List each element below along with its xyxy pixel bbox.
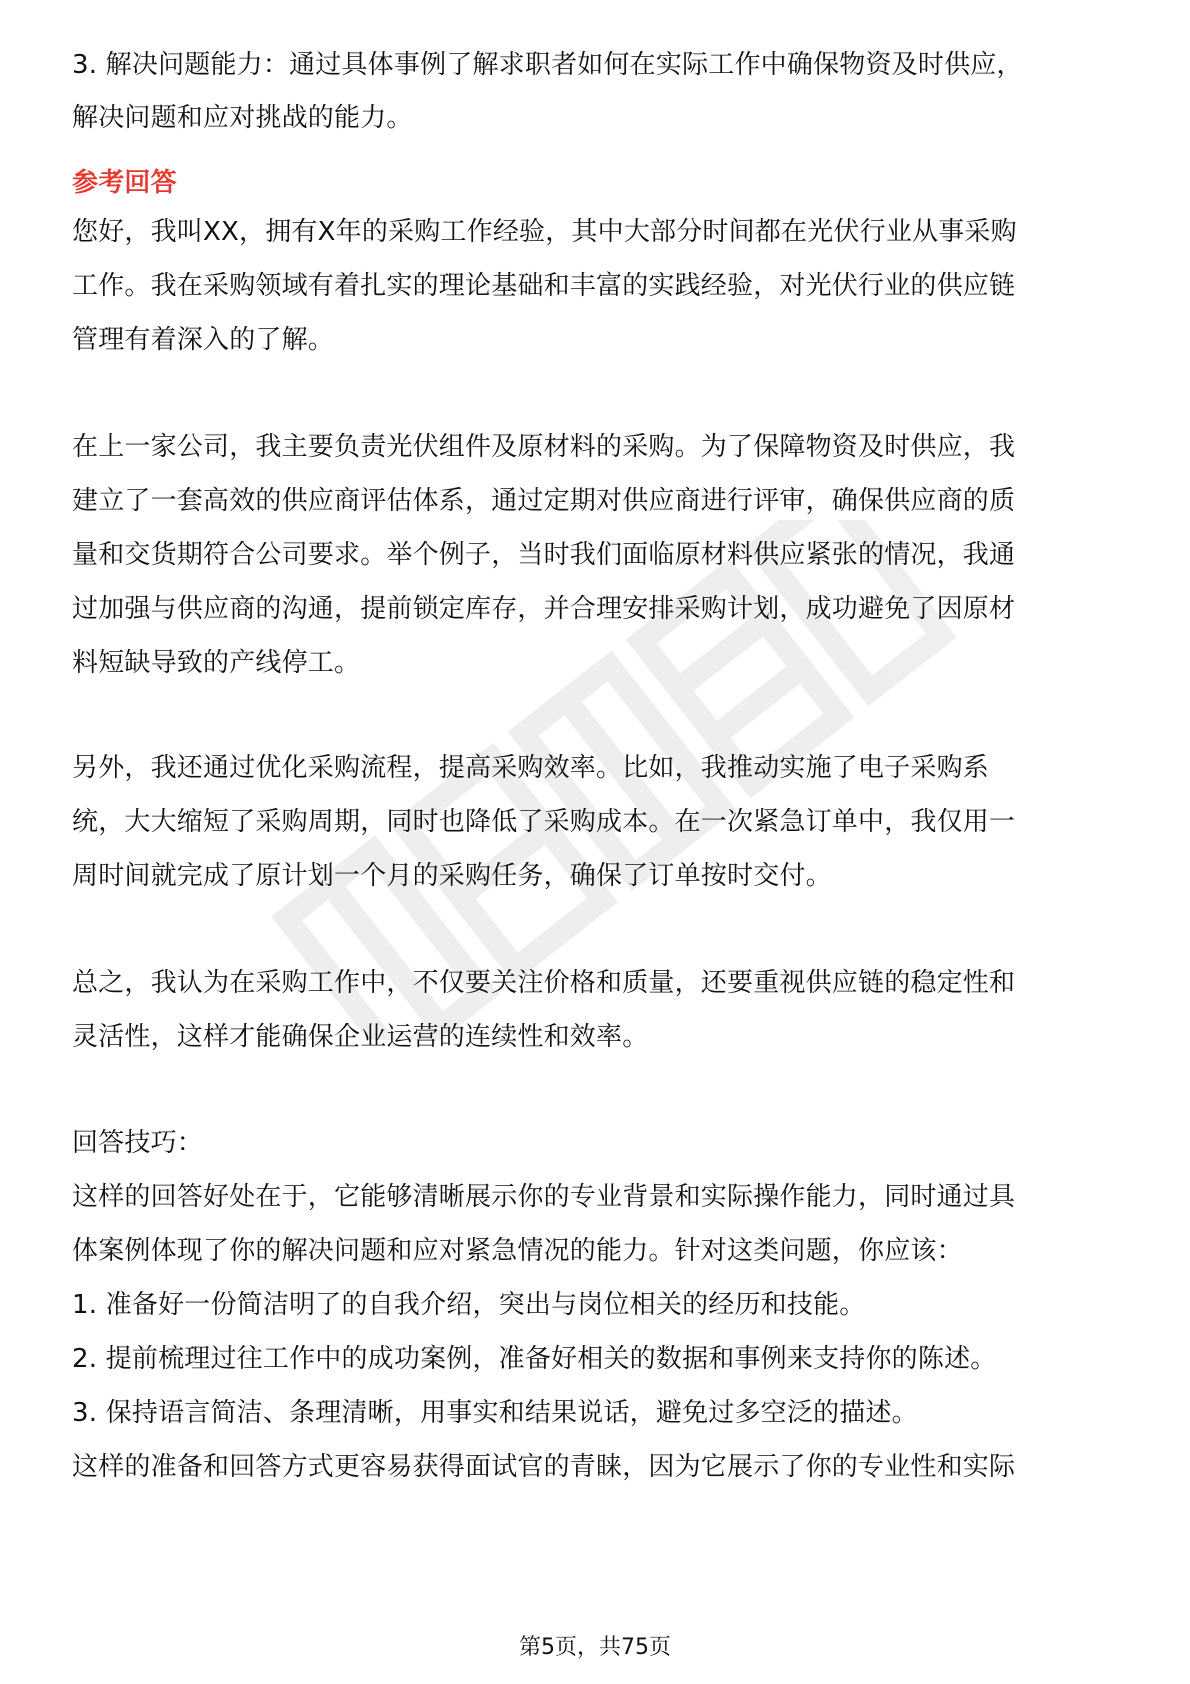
tips-line: 这样的回答好处在于，它能够清晰展示你的专业背景和实际操作能力，同时通过具 [72, 1182, 1016, 1212]
answer-paragraph-line: 总之，我认为在采购工作中，不仅要关注价格和质量，还要重视供应链的稳定性和 [72, 968, 1016, 998]
tips-line: 1. 准备好一份简洁明了的自我介绍，突出与岗位相关的经历和技能。 [72, 1290, 866, 1320]
answer-paragraph-line: 料短缺导致的产线停工。 [72, 648, 361, 678]
answer-paragraph-line: 统，大大缩短了采购周期，同时也降低了采购成本。在一次紧急订单中，我仅用一 [72, 807, 1016, 837]
question-item-line: 解决问题和应对挑战的能力。 [72, 103, 413, 133]
tips-line: 3. 保持语言简洁、条理清晰，用事实和结果说话，避免过多空泛的描述。 [72, 1398, 918, 1428]
question-item-line: 3. 解决问题能力：通过具体事例了解求职者如何在实际工作中确保物资及时供应， [72, 50, 1023, 80]
answer-paragraph-line: 在上一家公司，我主要负责光伏组件及原材料的采购。为了保障物资及时供应，我 [72, 432, 1016, 462]
reference-answer-heading: 参考回答 [72, 168, 177, 198]
answer-paragraph-line: 建立了一套高效的供应商评估体系，通过定期对供应商进行评审，确保供应商的质 [72, 486, 1016, 516]
answer-paragraph-line: 周时间就完成了原计划一个月的采购任务，确保了订单按时交付。 [72, 861, 832, 891]
answer-paragraph-line: 过加强与供应商的沟通，提前锁定库存，并合理安排采购计划，成功避免了因原材 [72, 594, 1016, 624]
answer-paragraph-line: 灵活性，这样才能确保企业运营的连续性和效率。 [72, 1022, 649, 1052]
tips-heading: 回答技巧： [72, 1128, 204, 1158]
answer-paragraph-line: 管理有着深入的了解。 [72, 325, 335, 355]
answer-paragraph-line: 工作。我在采购领域有着扎实的理论基础和丰富的实践经验，对光伏行业的供应链 [72, 271, 1016, 301]
answer-paragraph-line: 您好，我叫XX，拥有X年的采购工作经验，其中大部分时间都在光伏行业从事采购 [72, 217, 1017, 247]
answer-paragraph-line: 量和交货期符合公司要求。举个例子，当时我们面临原材料供应紧张的情况，我通 [72, 540, 1016, 570]
tips-line: 2. 提前梳理过往工作中的成功案例，准备好相关的数据和事例来支持你的陈述。 [72, 1344, 997, 1374]
tips-line: 这样的准备和回答方式更容易获得面试官的青睐，因为它展示了你的专业性和实际 [72, 1452, 1016, 1482]
tips-line: 体案例体现了你的解决问题和应对紧急情况的能力。针对这类问题，你应该： [72, 1236, 963, 1266]
answer-paragraph-line: 另外，我还通过优化采购流程，提高采购效率。比如，我推动实施了电子采购系 [72, 753, 990, 783]
page-number: 第5页，共75页 [519, 1635, 671, 1660]
